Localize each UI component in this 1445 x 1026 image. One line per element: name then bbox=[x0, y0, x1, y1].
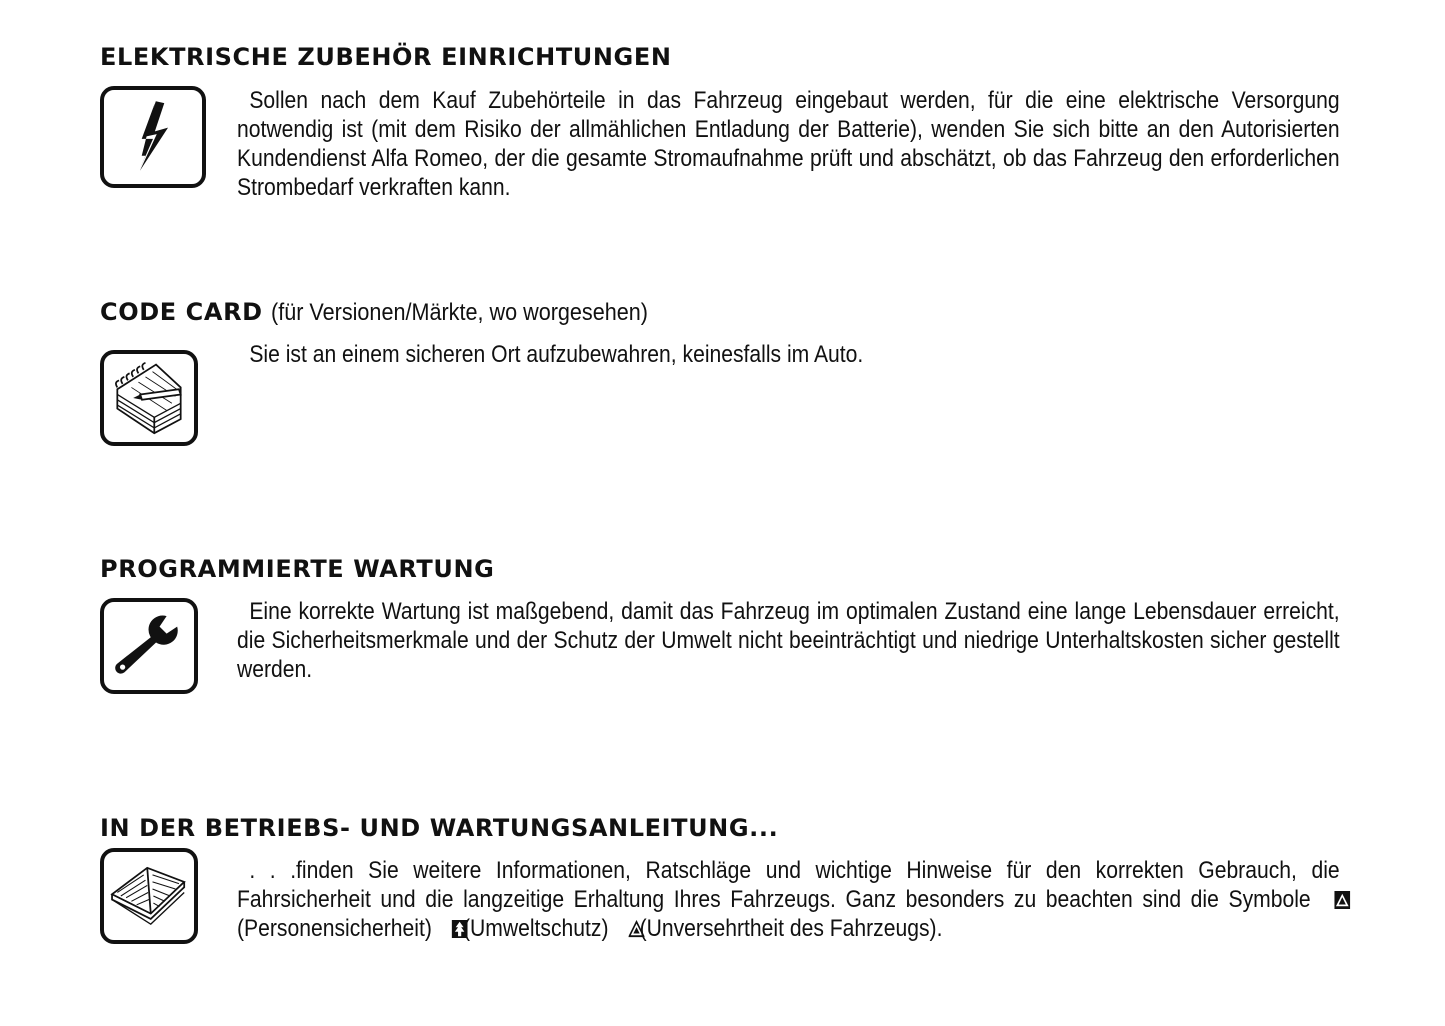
section-scheduled-maintenance bbox=[100, 554, 1340, 714]
personal-safety-icon bbox=[1322, 887, 1338, 905]
section-owner-handbook bbox=[100, 813, 1340, 973]
section-heading: IN DER BETRIEBS- UND WARTUNGSANLEITUNG... bbox=[100, 814, 779, 842]
notebook-pencil-icon bbox=[100, 350, 198, 446]
section-heading bbox=[100, 297, 1340, 328]
body-text-part4: (Unversehrtheit des Fahrzeugs). bbox=[639, 915, 943, 942]
lightning-icon bbox=[100, 86, 206, 188]
environment-icon bbox=[439, 916, 455, 934]
open-book-icon bbox=[100, 848, 198, 944]
section-body-text: Eine korrekte Wartung ist maßgebend, damit das Fahrzeug im optimalen Zustand eine lange Lebensdauer erreicht, die Sicherheitsmerkmale und der Schutz der Umwelt nicht beeinträchtigt und niedrige Unterhaltskosten sicher gestellt werden. bbox=[237, 598, 1340, 683]
section-body-text bbox=[237, 856, 1340, 943]
body-text-part3: (Umweltschutz) bbox=[462, 915, 609, 942]
section-heading-title: CODE CARD bbox=[100, 298, 263, 326]
section-heading-subtitle: (für Versionen/Märkte, wo worgesehen) bbox=[270, 299, 648, 326]
section-body-text: Sie ist an einem sicheren Ort aufzubewahren, keinesfalls im Auto. bbox=[249, 341, 864, 368]
body-text-part1: . . .finden Sie weitere Informationen, Ratschläge und wichtige Hinweise für den korrekten Gebrauch, die Fahrsicherheit und die langzeitige Erhaltung Ihres Fahrzeugs. Ganz besonders zu beachten sind die Symbole bbox=[237, 857, 1340, 913]
section-heading: PROGRAMMIERTE WARTUNG bbox=[100, 555, 495, 583]
section-code-card bbox=[100, 297, 1340, 457]
wrench-icon bbox=[100, 598, 198, 694]
section-heading: ELEKTRISCHE ZUBEHÖR EINRICHTUNGEN bbox=[100, 43, 672, 71]
section-body-text: Sollen nach dem Kauf Zubehörteile in das Fahrzeug eingebaut werden, für die eine elektrische Versorgung notwendig ist (mit dem Risiko der allmählichen Entladung der Batterie), wenden Sie sich bitte an den Autorisierten Kundendienst Alfa Romeo, der die gesamte Stromaufnahme prüft und abschätzt, ob das Fahrzeug den erforderlichen Strombedarf verkraften kann. bbox=[237, 87, 1340, 201]
vehicle-integrity-icon bbox=[616, 916, 632, 934]
section-electrical-accessories bbox=[100, 42, 1340, 202]
body-text-part2: (Personensicherheit) bbox=[237, 915, 432, 942]
